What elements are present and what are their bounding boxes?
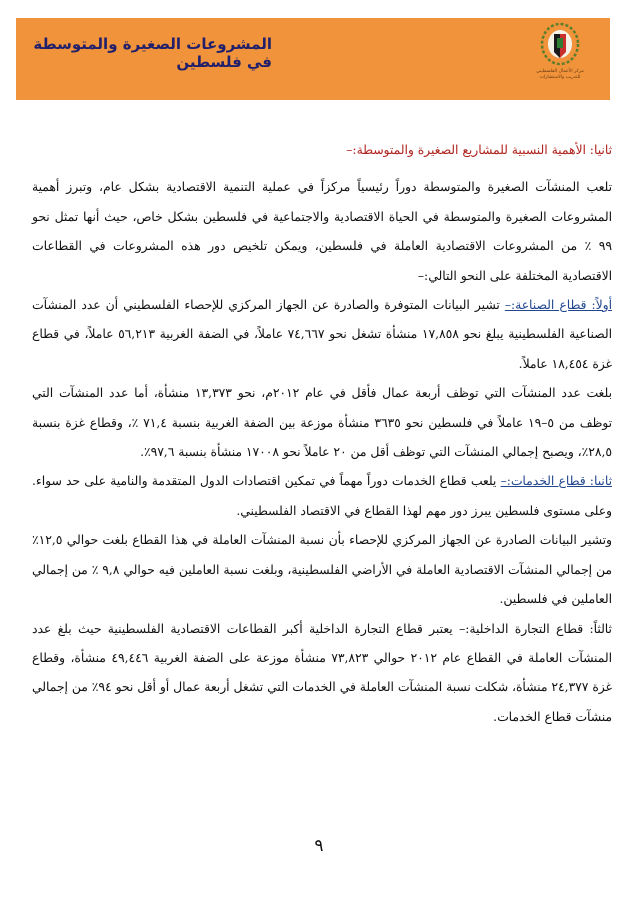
trade-label: ثالثاً: قطاع التجارة الداخلية:– [459, 621, 612, 636]
services-paragraph [32, 467, 612, 526]
services-label: ثانيا: قطاع الخدمات:– [500, 474, 612, 489]
industry-text: تشير البيانات المتوفرة والصادرة عن الجهاز المركزي للإحصاء الفلسطيني أن عدد المنشآت الصناعية الفلسطينية يبلغ نحو ١٧,٨٥٨ منشأة تشغل نحو ٧٤,٦٦٧ عاملاً، في الضفة الغربية ٥٦,٢١٣ عاملاً، في قطاع غزة ١٨,٤٥٤ عاملاً. [32, 298, 612, 371]
section-heading: ثانيا: الأهمية النسبية للمشاريع الصغيرة والمتوسطة:– [346, 143, 612, 157]
trade-paragraph [32, 615, 612, 733]
logo-emblem-icon [538, 22, 582, 68]
services-stats-paragraph: وتشير البيانات الصادرة عن الجهاز المركزي للإحصاء بأن نسبة المنشآت العاملة في هذا القطاع بلغت حوالي ١٢,٥٪ من إجمالي المنشآت الاقتصادية العاملة في الأراضي الفلسطينية، وبلغت نسبة العاملين فيه حوالي ٩,٨ ٪ من إجمالي العاملين في فلسطين. [32, 533, 613, 607]
header-title: المشروعات الصغيرة والمتوسطة في فلسطين [33, 35, 272, 71]
page-number: ٩ [314, 836, 324, 856]
document-body [32, 136, 612, 732]
services-text: يلعب قطاع الخدمات دوراً مهماً في تمكين اقتصادات الدول المتقدمة والنامية على حد سواء. وعلى مستوى فلسطين يبرز دور مهم لهذا القطاع في الاقتصاد الفلسطيني. [32, 474, 612, 518]
organization-logo [530, 22, 590, 96]
page-header [16, 18, 610, 100]
industry-label: أولاً: قطاع الصناعة:– [504, 298, 612, 313]
industry-paragraph [32, 291, 612, 379]
trade-text: يعتبر قطاع التجارة الداخلية أكبر القطاعات الاقتصادية الفلسطينية حيث بلغ عدد المنشآت العاملة في القطاع عام ٢٠١٢ حوالي ٧٣,٨٢٣ منشأة موزعة على الضفة الغربية ٤٩,٤٤٦ منشأة، وقطاع غزة ٢٤,٣٧٧ منشأة، شكلت نسبة المنشآت العاملة في الخدمات التي تشغل أربعة عمال أو أقل نحو ٩٤٪ من إجمالي منشآت قطاع الخدمات. [32, 621, 613, 724]
industry-stats-paragraph: بلغت عدد المنشآت التي توظف أربعة عمال فأقل في عام ٢٠١٢م، نحو ١٣,٣٧٣ منشأة، أما عدد المنشآت التي توظف من ٥–١٩ عاملاً في فلسطين نحو ٣٦٣٥ منشأة موزعة بين الضفة الغربية بنسبة ٧١,٤ ٪، وقطاع غزة بنسبة ٢٨,٥٪، ويصبح إجمالي المنشآت التي توظف أقل من ٢٠ عاملاً نحو ١٧٠٠٨ منشأة بنسبة ٩٧,٦٪. [32, 386, 613, 460]
logo-caption: مركز الأعمال الفلسطيني للتدريب والاستشارات [536, 69, 584, 80]
intro-paragraph: تلعب المنشآت الصغيرة والمتوسطة دوراً رئيسياً مركزاً في عملية التنمية الاقتصادية بشكل عام، وتبرز أهمية المشروعات الصغيرة والمتوسطة في الحياة الاقتصادية والاجتماعية في فلسطين بشكل خاص، حيث أنها تمثل نحو ٩٩ ٪ من المشروعات الاقتصادية العاملة في فلسطين، ويمكن تلخيص دور هذه المشروعات في القطاعات الاقتصادية المختلفة على النحو التالي:– [32, 180, 612, 283]
